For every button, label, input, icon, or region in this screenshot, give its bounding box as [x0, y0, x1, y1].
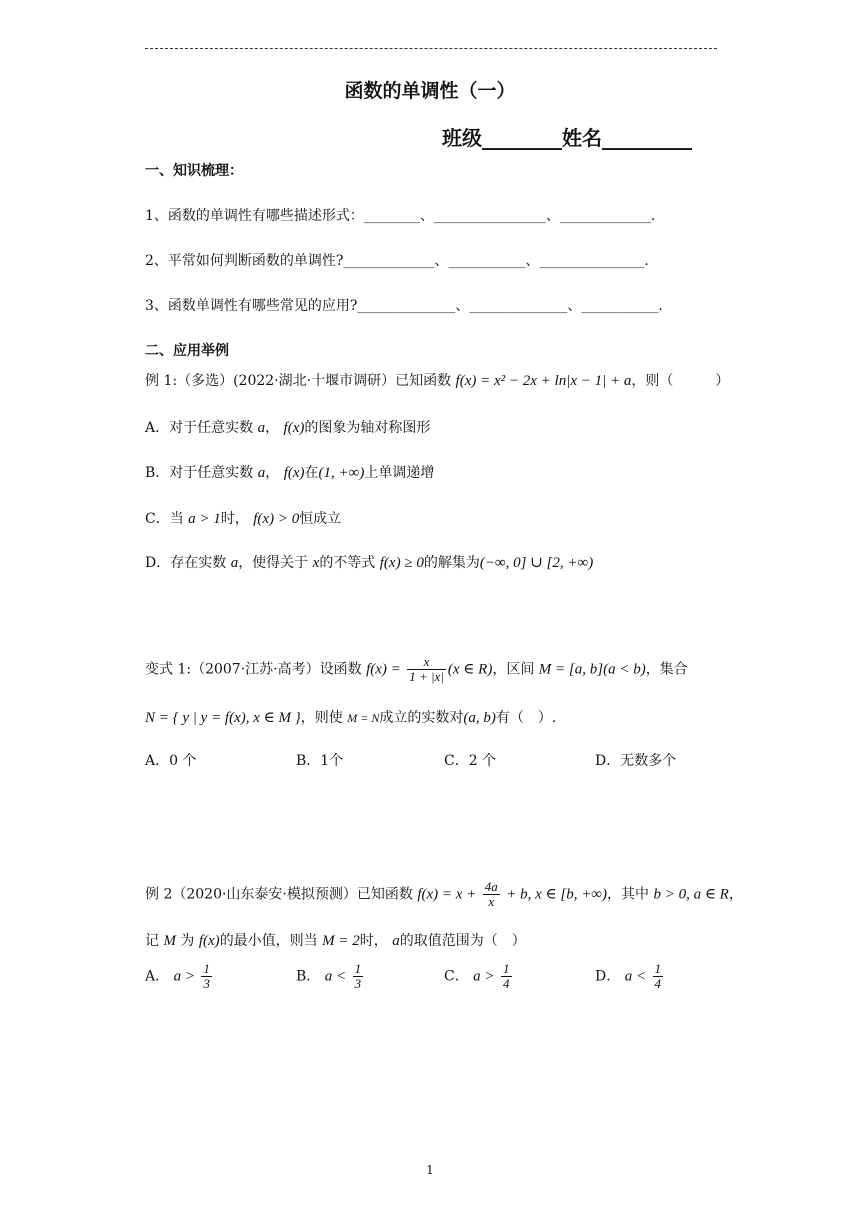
example2-fraction: $\frac{4a}{x}$ — [484, 879, 498, 909]
variant1-fraction: $\frac{x}{1 + |x|}$ — [409, 654, 444, 684]
example2-option-c: C． a > $\frac{1}{4}$ — [444, 961, 510, 991]
variant1-option-a: A．0 个 — [145, 753, 197, 769]
example1-formula: f(x) = x² − 2x + ln|x − 1| + a — [455, 373, 632, 389]
example1-option-a: A．对于任意实数 a， f(x)的图象为轴对称图形 — [145, 420, 431, 436]
variant1-option-d: D．无数多个 — [595, 753, 677, 769]
example1-option-c: C．当 a > 1时， f(x) > 0恒成立 — [145, 511, 342, 527]
example1-option-d: D．存在实数 a，使得关于 x的不等式 f(x) ≥ 0的解集为(−∞, 0] ∪ [2, +∞) — [145, 555, 594, 571]
example2-stem-line1: 例 2（2020·山东泰安·模拟预测）已知函数 f(x) = x + $\frac{4a}{x}$ + b, x ∈ [b, +∞)，其中 b > 0, a ∈ R， — [145, 879, 743, 909]
variant1-option-c: C．2 个 — [444, 753, 497, 769]
knowledge-item-3: 3、函数单调性有哪些常见的应用?______________、______________、___________. — [145, 298, 663, 314]
example1-stem: 例 1:（多选）(2022·湖北·十堰市调研）已知函数 f(x) = x² − 2x + ln|x − 1| + a，则（ ） — [145, 373, 730, 389]
variant1-option-b: B．1个 — [296, 753, 344, 769]
section2-heading: 二、应用举例 — [145, 343, 229, 359]
knowledge-item-1: 1、函数的单调性有哪些描述形式：________、________________、_____________. — [145, 208, 656, 224]
example1-option-b: B．对于任意实数 a， f(x)在(1, +∞)上单调递增 — [145, 465, 435, 481]
example2-stem-line2: 记 M 为 f(x)的最小值，则当 M = 2时， a的取值范围为（ ） — [145, 933, 526, 949]
page-number: 1 — [426, 1163, 434, 1177]
variant1-stem-line2: N = { y | y = f(x), x ∈ M }，则使 M = N成立的实数对(a, b)有（ ）. — [145, 710, 557, 726]
section1-heading: 一、知识梳理： — [145, 163, 243, 179]
example2-option-d: D． a < $\frac{1}{4}$ — [595, 961, 662, 991]
class-name-line: 班级________姓名_________ — [442, 126, 692, 150]
top-dashed-rule — [145, 48, 717, 49]
example2-option-b: B． a < $\frac{1}{3}$ — [296, 961, 362, 991]
knowledge-item-2: 2、平常如何判断函数的单调性?_____________、___________、_______________. — [145, 253, 649, 269]
variant1-stem-line1: 变式 1:（2007·江苏·高考）设函数 f(x) = $\frac{x}{1 + |x|}$ (x ∈ R)，区间 M = [a, b](a < b)，集合 — [145, 654, 688, 684]
page-title: 函数的单调性（一） — [344, 80, 516, 102]
example2-option-a: A． a > $\frac{1}{3}$ — [145, 961, 210, 991]
